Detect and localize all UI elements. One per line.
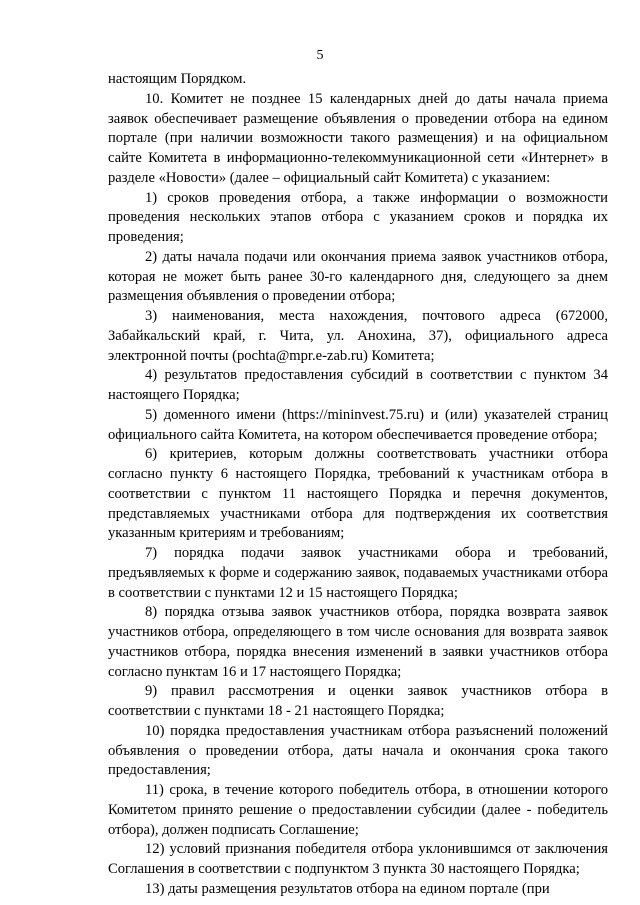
list-item-4: 4) результатов предоставления субсидий в соответствии с пунктом 34 настоящего Порядка; bbox=[108, 367, 608, 403]
continuation-line: настоящим Порядком. bbox=[108, 71, 247, 87]
clause-10: 10. Комитет не позднее 15 календарных дней до даты начала приема заявок обеспечивает размещение объявления о проведении отбора на едином портале (при наличии возможности такого размещения) и на официальном сайте Комитета в информационно-телекоммуникационной сети «Интернет» в разделе «Новости» (далее – официальный сайт Комитета) с указанием: bbox=[108, 90, 608, 186]
list-item-7: 7) порядка подачи заявок участниками обора и требований, предъявляемых к форме и содержанию заявок, подаваемых участниками отбора в соответствии с пунктами 12 и 15 настоящего Порядка; bbox=[108, 545, 608, 601]
list-item-2: 2) даты начала подачи или окончания приема заявок участников отбора, которая не может быть ранее 30-го календарного дня, следующего за днем размещения объявления о проведении отбора; bbox=[108, 248, 608, 305]
document-body bbox=[108, 70, 608, 900]
list-item-10: 10) порядка предоставления участникам отбора разъяснений положений объявления о проведении отбора, даты начала и окончания срока такого предоставления; bbox=[108, 722, 608, 779]
list-item-3: 3) наименования, места нахождения, почтового адреса (672000, Забайкальский край, г. Чита, ул. Анохина, 37), официального адреса электронной почты (pochta@mpr.e-zab.ru) Комитета; bbox=[108, 308, 608, 364]
list-item-12: 12) условий признания победителя отбора уклонившимся от заключения Соглашения в соответствии с подпунктом 3 пункта 30 настоящего Порядка; bbox=[108, 841, 608, 877]
list-item-1: 1) сроков проведения отбора, а также информации о возможности проведения нескольких этапов отбора с указанием сроков и порядка их проведения; bbox=[108, 189, 608, 245]
list-item-11: 11) срока, в течение которого победитель отбора, в отношении которого Комитетом принято решение о предоставлении субсидии (далее - победитель отбора), должен подписать Соглашение; bbox=[108, 782, 608, 838]
list-item-5: 5) доменного имени (https://mininvest.75.ru) и (или) указателей страниц официального сайта Комитета, на котором обеспечивается проведение отбора; bbox=[108, 406, 608, 443]
list-item-9: 9) правил рассмотрения и оценки заявок участников отбора в соответствии с пунктами 18 - 21 настоящего Порядка; bbox=[108, 683, 608, 719]
list-item-6: 6) критериев, которым должны соответствовать участники отбора согласно пункту 6 настоящего Порядка, требований к участникам отбора в соответствии с пунктом 11 настоящего Порядка и перечня документов, представляемых участниками отбора для подтверждения их соответствия указанным критериям и требованиям; bbox=[108, 446, 608, 542]
page-number: 5 bbox=[316, 48, 324, 63]
list-item-13: 13) даты размещения результатов отбора на едином портале (при bbox=[145, 880, 550, 897]
list-item-8: 8) порядка отзыва заявок участников отбора, порядка возврата заявок участников отбора, определяющего в том числе основания для возврата заявок участников отбора, порядка внесения изменений в заявки участников отбора согласно пунктам 16 и 17 настоящего Порядка; bbox=[108, 604, 608, 680]
